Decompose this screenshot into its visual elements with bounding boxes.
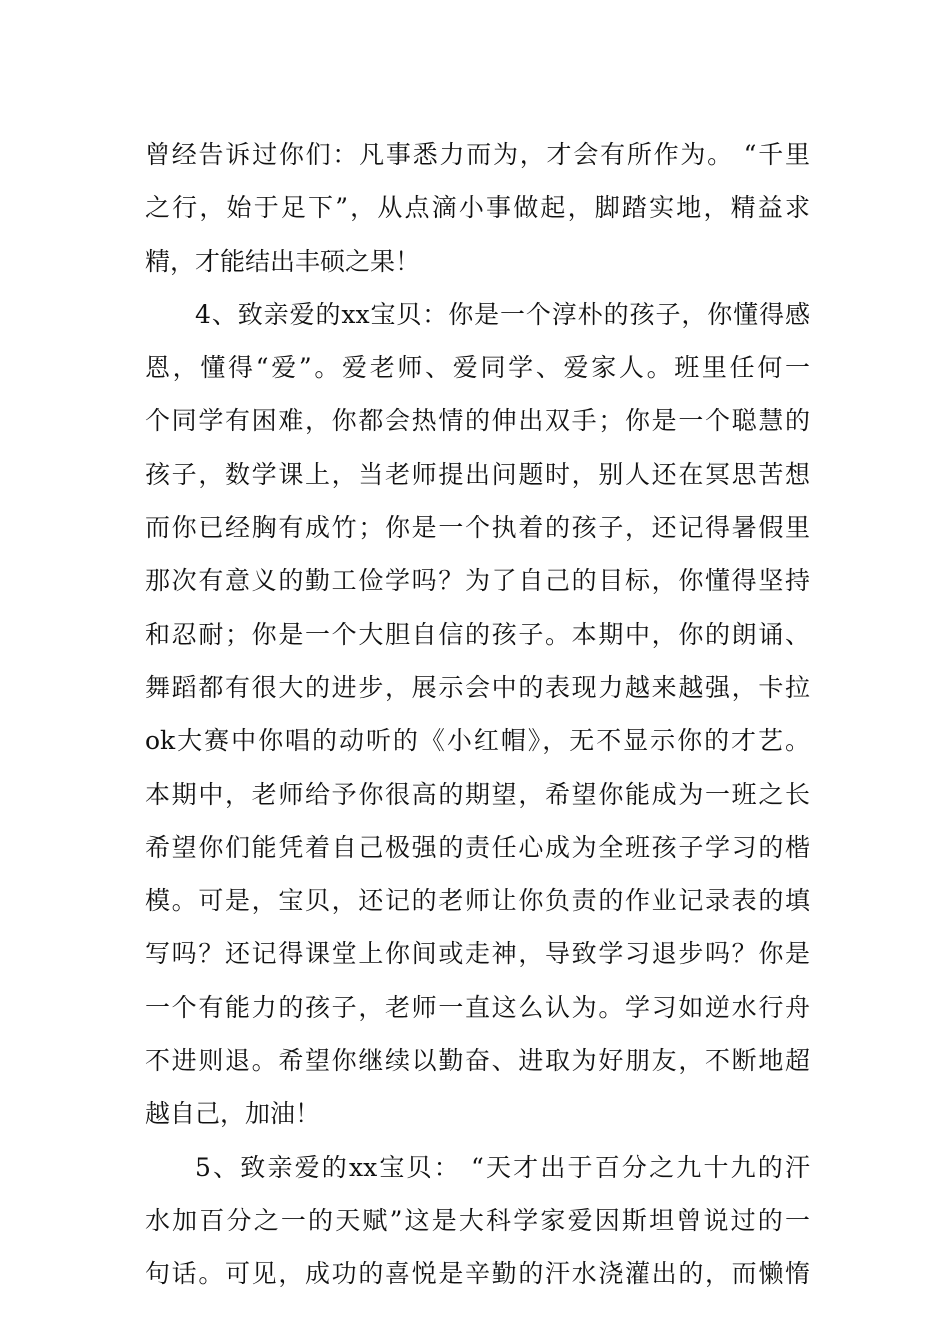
text-line: 舞蹈都有很大的进步，展示会中的表现力越来越强，卡拉 (145, 672, 810, 702)
text-line: 孩子，数学课上，当老师提出问题时，别人还在冥思苦想 (145, 459, 810, 489)
text-line: 希望你们能凭着自己极强的责任心成为全班孩子学习的楷 (145, 832, 810, 862)
text-line: 而你已经胸有成竹；你是一个执着的孩子，还记得暑假里 (145, 513, 810, 543)
text-line: 之行，始于足下”，从点滴小事做起，脚踏实地，精益求 (145, 193, 810, 223)
text-line: 那次有意义的勤工俭学吗？为了自己的目标，你懂得坚持 (145, 566, 810, 596)
paragraph-5-start: 5、致亲爱的xx宝贝： “天才出于百分之九十九的汗 (195, 1152, 810, 1182)
text-line: 一个有能力的孩子，老师一直这么认为。学习如逆水行舟 (145, 992, 810, 1022)
text-line: 不进则退。希望你继续以勤奋、进取为好朋友，不断地超 (145, 1046, 810, 1076)
paragraph-4-start: 4、致亲爱的xx宝贝：你是一个淳朴的孩子，你懂得感 (195, 299, 810, 329)
document-body (145, 128, 810, 1301)
text-line: 水加百分之一的天赋”这是大科学家爱因斯坦曾说过的一 (145, 1205, 810, 1235)
text-line: 个同学有困难，你都会热情的伸出双手；你是一个聪慧的 (145, 406, 810, 436)
text-line: 模。可是，宝贝，还记的老师让你负责的作业记录表的填 (145, 886, 810, 916)
text-line: 句话。可见，成功的喜悦是辛勤的汗水浇灌出的，而懒惰 (145, 1259, 810, 1289)
text-line: 和忍耐；你是一个大胆自信的孩子。本期中，你的朗诵、 (145, 619, 810, 649)
text-line: 精，才能结出丰硕之果！ (145, 246, 421, 276)
text-line: 曾经告诉过你们：凡事悉力而为，才会有所作为。 “千里 (145, 140, 810, 169)
text-line: 本期中，老师给予你很高的期望，希望你能成为一班之长 (145, 779, 810, 809)
text-line: 写吗？还记得课堂上你间或走神，导致学习退步吗？你是 (145, 939, 810, 969)
text-line: 恩，懂得“爱”。爱老师、爱同学、爱家人。班里任何一 (145, 353, 810, 383)
text-line: ok大赛中你唱的动听的《小红帽》，无不显示你的才艺。 (145, 726, 810, 756)
text-line: 越自己，加油！ (145, 1099, 321, 1129)
